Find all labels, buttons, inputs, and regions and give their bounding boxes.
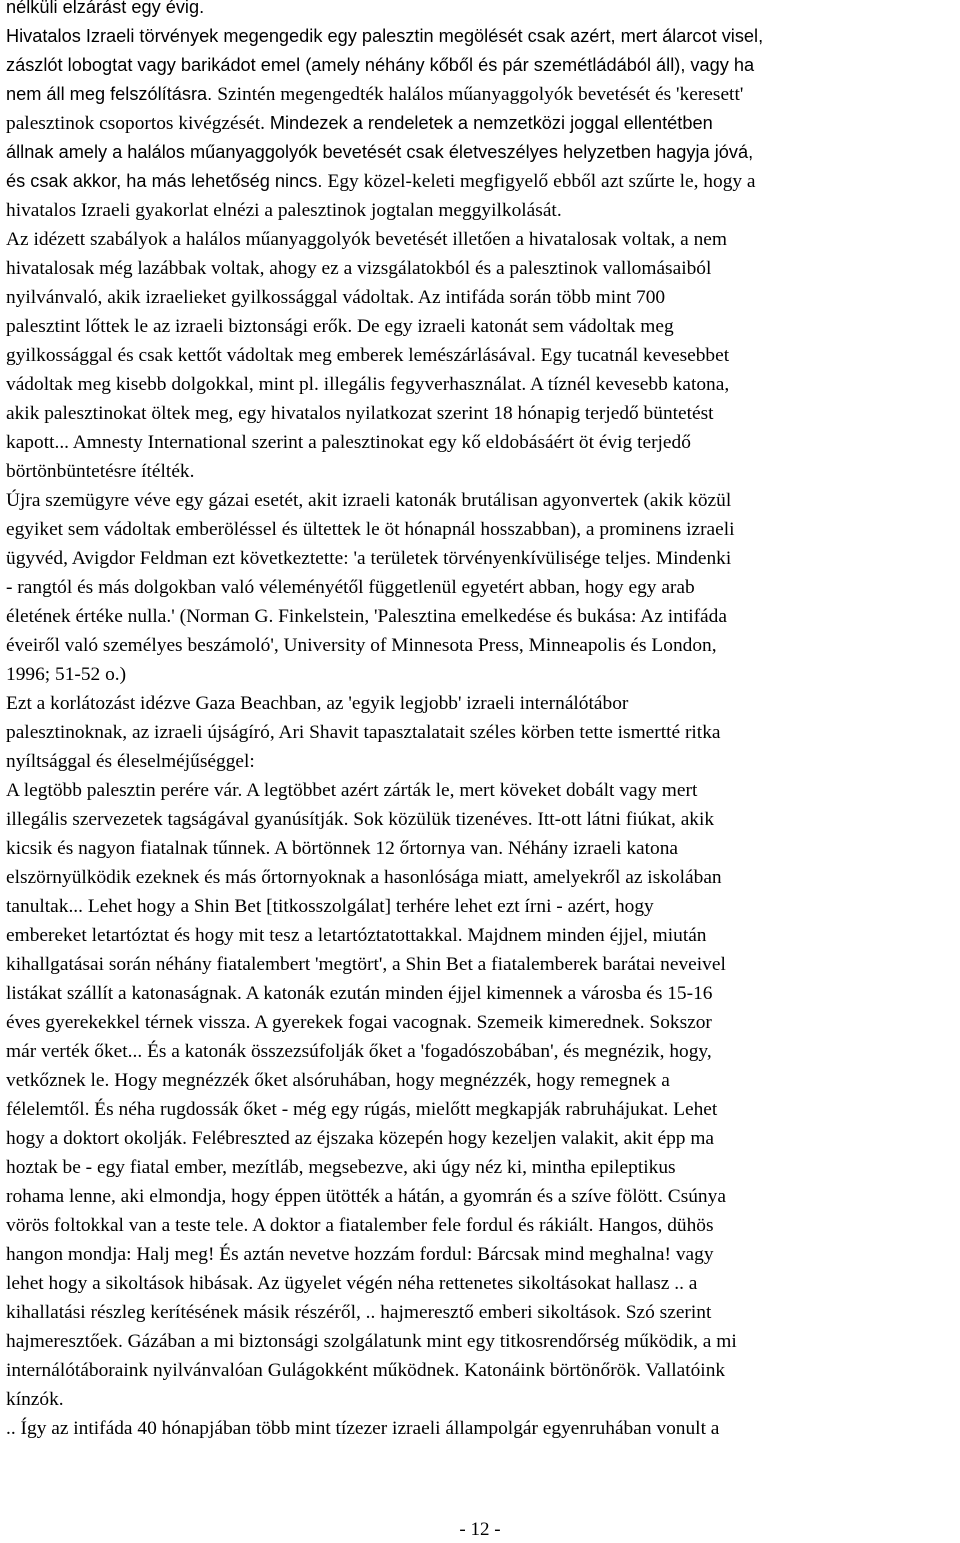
text-line xyxy=(6,138,956,167)
text-segment: és csak akkor, ha más lehetőség nincs. xyxy=(6,171,328,191)
text-line xyxy=(6,573,956,602)
text-segment: kicsik és nagyon fiatalnak tűnnek. A börtönnek 12 őrtornya van. Néhány izraeli katona xyxy=(6,838,679,859)
text-line xyxy=(6,1066,956,1095)
text-line xyxy=(6,1182,956,1211)
text-segment: nyíltsággal és éleselméjűséggel: xyxy=(6,751,255,772)
text-line xyxy=(6,1327,956,1356)
text-line xyxy=(6,167,956,196)
text-segment: lehet hogy a sikoltások hibásak. Az ügyelet végén néha rettenetes sikoltásokat hallasz .. a xyxy=(6,1273,698,1294)
text-segment: zászlót lobogtat vagy barikádot emel (amely néhány kőből és pár szemétládából áll), vagy ha xyxy=(6,55,755,75)
text-line xyxy=(6,0,956,22)
text-segment: nélküli elzárást egy évig. xyxy=(6,0,205,17)
text-line xyxy=(6,660,956,689)
text-line xyxy=(6,950,956,979)
text-segment: gyilkossággal és csak kettőt vádoltak meg emberek lemészárlásával. Egy tucatnál kevesebbet xyxy=(6,345,730,366)
text-line xyxy=(6,1385,956,1414)
text-segment: kihallatási részleg kerítésének másik részéről, .. hajmeresztő emberi sikoltások. Szó szerint xyxy=(6,1302,712,1323)
text-segment: félelemtől. És néha rugdossák őket - még egy rúgás, mielőtt megkapják rabruhájukat. Lehet xyxy=(6,1099,718,1120)
text-line xyxy=(6,283,956,312)
text-line xyxy=(6,1153,956,1182)
text-segment: éves gyerekekkel térnek vissza. A gyerekek fogai vacognak. Szemeik kimerednek. Sokszor xyxy=(6,1012,712,1033)
text-line xyxy=(6,254,956,283)
text-segment: vádoltak meg kisebb dolgokkal, mint pl. illegális fegyverhasználat. A tíznél kevesebb katona, xyxy=(6,374,730,395)
text-line xyxy=(6,225,956,254)
text-line xyxy=(6,312,956,341)
text-line xyxy=(6,1240,956,1269)
text-segment: Mindezek a rendeletek a nemzetközi joggal ellentétben xyxy=(269,113,713,133)
text-line xyxy=(6,805,956,834)
text-segment: életének értéke nulla.' (Norman G. Finkelstein, 'Palesztina emelkedése és bukása: Az intifáda xyxy=(6,606,727,627)
text-segment: Egy közel-keleti megfigyelő ebből azt szűrte le, hogy a xyxy=(327,171,756,192)
text-line xyxy=(6,370,956,399)
text-segment: hivatalos Izraeli gyakorlat elnézi a palesztinok jogtalan meggyilkolását. xyxy=(6,200,562,221)
text-segment: elszörnyülködik ezeknek és más őrtornyoknak a hasonlósága miatt, amelyekről az iskolában xyxy=(6,867,722,888)
text-line xyxy=(6,544,956,573)
text-segment: vetkőznek le. Hogy megnézzék őket alsóruhában, hogy megnézzék, hogy remegnek a xyxy=(6,1070,670,1091)
text-line xyxy=(6,1269,956,1298)
text-segment: nem áll meg felszólításra. xyxy=(6,84,218,104)
text-segment: kihallgatásai során néhány fiatalembert 'megtört', a Shin Bet a fiatalemberek barátai neveivel xyxy=(6,954,726,975)
text-segment: tanultak... Lehet hogy a Shin Bet [titkosszolgálat] terhére lehet ezt írni - azért, hogy xyxy=(6,896,654,917)
text-segment: hoztak be - egy fiatal ember, mezítláb, megsebezve, aki úgy néz ki, mintha epileptikus xyxy=(6,1157,676,1178)
text-segment: kapott... Amnesty International szerint a palesztinokat egy kő eldobásáért öt évig terjedő xyxy=(6,432,691,453)
text-segment: Hivatalos Izraeli törvények megengedik egy palesztin megölését csak azért, mert álarcot visel, xyxy=(6,26,764,46)
text-segment: hajmeresztőek. Gázában a mi biztonsági szolgálatunk mint egy titkosrendőrség működik, a mi xyxy=(6,1331,737,1352)
text-segment: palesztint lőttek le az izraeli biztonsági erők. De egy izraeli katonát sem vádoltak meg xyxy=(6,316,674,337)
text-line xyxy=(6,109,956,138)
text-segment: palesztinok csoportos kivégzését. xyxy=(6,113,270,134)
text-segment: embereket letartóztat és hogy mit tesz a letartóztatottakkal. Majdnem minden éjjel, miután xyxy=(6,925,707,946)
text-segment: palesztinoknak, az izraeli újságíró, Ari Shavit tapasztalatait széles körben tette ismertté ritka xyxy=(6,722,721,743)
text-line xyxy=(6,602,956,631)
text-line xyxy=(6,631,956,660)
text-line xyxy=(6,834,956,863)
text-segment: internálótáboraink nyilvánvalóan Gulágokként működnek. Katonáink börtönőrök. Vallatóink xyxy=(6,1360,726,1381)
text-line xyxy=(6,1008,956,1037)
text-segment: A legtöbb palesztin perére vár. A legtöbbet azért zárták le, mert köveket dobált vagy mert xyxy=(6,780,698,801)
text-segment: akik palesztinokat öltek meg, egy hivatalos nyilatkozat szerint 18 hónapig terjedő büntetést xyxy=(6,403,714,424)
text-line xyxy=(6,1356,956,1385)
text-line xyxy=(6,776,956,805)
text-line xyxy=(6,1414,956,1443)
text-line xyxy=(6,515,956,544)
text-line xyxy=(6,1037,956,1066)
text-line xyxy=(6,51,956,80)
text-segment: Szintén megengedték halálos műanyaggolyók bevetését és 'keresett' xyxy=(217,84,744,105)
text-segment: hangon mondja: Halj meg! És aztán nevetve hozzám fordul: Bárcsak mind meghalna! vagy xyxy=(6,1244,714,1265)
text-line xyxy=(6,921,956,950)
text-segment: listákat szállít a katonaságnak. A katonák ezután minden éjjel kimennek a városba és 15-16 xyxy=(6,983,713,1004)
text-segment: ügyvéd, Avigdor Feldman ezt következtette: 'a területek törvényenkívülisége teljes. Mindenki xyxy=(6,548,732,569)
text-line xyxy=(6,979,956,1008)
body-text xyxy=(6,0,956,1443)
text-segment: egyiket sem vádoltak emberöléssel és ültettek le öt hónapnál hosszabban), a prominens izraeli xyxy=(6,519,735,540)
text-segment: Az idézett szabályok a halálos műanyaggolyók bevetését illetően a hivatalosak voltak, a nem xyxy=(6,229,727,250)
text-segment: .. Így az intifáda 40 hónapjában több mint tízezer izraeli állampolgár egyenruhában vonult a xyxy=(6,1418,720,1439)
text-line xyxy=(6,863,956,892)
text-segment: rohama lenne, aki elmondja, hogy éppen ütötték a hátán, a gyomrán és a szíve fölött. Csúnya xyxy=(6,1186,726,1207)
text-line xyxy=(6,486,956,515)
text-line xyxy=(6,1211,956,1240)
text-line xyxy=(6,428,956,457)
text-segment: hivatalosak még lazábbak voltak, ahogy ez a vizsgálatokból és a palesztinok vallomásaiból xyxy=(6,258,712,279)
text-segment: börtönbüntetésre ítélték. xyxy=(6,461,195,482)
text-segment: Ezt a korlátozást idézve Gaza Beachban, az 'egyik legjobb' izraeli internálótábor xyxy=(6,693,629,714)
text-line xyxy=(6,196,956,225)
text-segment: éveiről való személyes beszámoló', University of Minnesota Press, Minneapolis és London, xyxy=(6,635,717,656)
text-line xyxy=(6,399,956,428)
text-segment: hogy a doktort okolják. Felébreszted az éjszaka közepén hogy kezeljen valakit, akit épp ma xyxy=(6,1128,715,1149)
text-line xyxy=(6,1298,956,1327)
text-segment: kínzók. xyxy=(6,1389,64,1410)
text-line xyxy=(6,1124,956,1153)
text-line xyxy=(6,22,956,51)
text-line xyxy=(6,1095,956,1124)
text-segment: nyilvánvaló, akik izraelieket gyilkossággal vádoltak. Az intifáda során több mint 700 xyxy=(6,287,666,308)
text-line xyxy=(6,718,956,747)
text-line xyxy=(6,689,956,718)
text-segment: - rangtól és más dolgokban való véleményétől függetlenül egyetért abban, hogy egy arab xyxy=(6,577,695,598)
text-line xyxy=(6,457,956,486)
text-line xyxy=(6,341,956,370)
text-line xyxy=(6,747,956,776)
text-segment: állnak amely a halálos műanyaggolyók bevetését csak életveszélyes helyzetben hagyja jóvá, xyxy=(6,142,754,162)
text-segment: illegális szervezetek tagságával gyanúsítják. Sok közülük tizenéves. Itt-ott látni fiúkat, akik xyxy=(6,809,715,830)
text-segment: már verték őket... És a katonák összezsúfolják őket a 'fogadószobában', és megnézik, hogy, xyxy=(6,1041,712,1062)
text-line xyxy=(6,80,956,109)
text-segment: 1996; 51-52 o.) xyxy=(6,664,127,685)
page-number: - 12 - xyxy=(459,1519,501,1540)
text-line xyxy=(6,892,956,921)
text-segment: vörös foltokkal van a teste tele. A doktor a fiatalember fele fordul és rákiált. Hangos, dühös xyxy=(6,1215,714,1236)
text-segment: Újra szemügyre véve egy gázai esetét, akit izraeli katonák brutálisan agyonvertek (akik közül xyxy=(6,490,732,511)
